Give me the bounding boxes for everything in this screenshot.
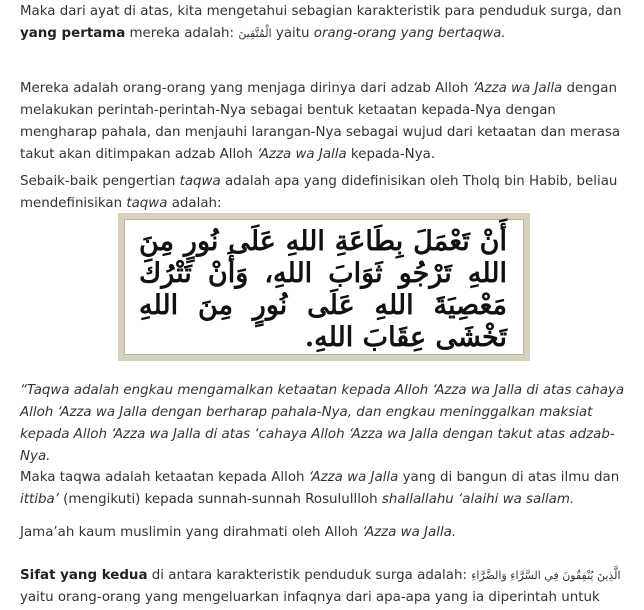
text: (mengikuti) kepada sunnah-sunnah Rosulullloh xyxy=(58,492,382,507)
paragraph-definition-intro xyxy=(20,171,635,215)
text: Jama’ah kaum muslimin yang dirahmati oleh Alloh xyxy=(20,525,363,540)
bold-text: Sifat yang kedua xyxy=(20,568,148,583)
paragraph-taqwa-meaning xyxy=(20,467,635,511)
arabic-quote-frame xyxy=(118,213,530,361)
text: kepada-Nya. xyxy=(346,147,436,162)
italic-text: taqwa xyxy=(179,174,221,189)
text: dengan melakukan perintah-perintah-Nya sebagai bentuk ketaatan kepada-Nya dengan mengharap pahala, dan menjauhi larangan-Nya sebagai wujud dari ketaatan dan merasa takut akan ditimpakan adzab Alloh xyxy=(20,81,621,162)
italic-translation: “Taqwa adalah engkau mengamalkan ketaatan kepada Alloh ‘Azza wa Jalla di atas cahaya Alloh ‘Azza wa Jalla dengan berharap pahala-Nya, dan engkau meninggalkan maksiat kepada Alloh ‘Azza wa Jalla di atas ‘cahaya Alloh ‘Azza wa Jalla dengan takut atas adzab-Nya. xyxy=(20,383,625,464)
italic-text: ‘Azza wa Jalla. xyxy=(362,525,457,540)
bold-text: yang pertama xyxy=(20,26,126,41)
italic-text: ‘Azza wa Jalla xyxy=(257,147,347,162)
arabic-quote-text: أَنْ تَعْمَلَ بِطَاعَةِ اللهِ عَلَى نُورٍ مِنَ اللهِ تَرْجُو ثَوَابَ اللهِ، وَأَنْ تَتْرُكَ مَعْصِيَةَ اللهِ عَلَى نُورٍ مِنَ اللهِ تَخْشَى عِقَابَ اللهِ. xyxy=(124,219,524,355)
paragraph-translation xyxy=(20,380,635,468)
text: Sebaik-baik pengertian xyxy=(20,174,180,189)
text: di antara karakteristik penduduk surga adalah: xyxy=(147,568,472,583)
arabic-term: الْمُتَّقِينَ xyxy=(238,27,272,40)
text: yaitu xyxy=(271,26,314,41)
text: Maka dari ayat di atas, kita mengetahui sebagian karakteristik para penduduk surga, dan xyxy=(20,4,622,19)
text: yaitu orang-orang yang mengeluarkan infaqnya dari apa-apa yang ia diperintah untuk xyxy=(20,590,600,605)
paragraph-first-trait xyxy=(20,1,635,45)
italic-text: ‘Azza wa Jalla xyxy=(308,470,399,485)
text: Mereka adalah orang-orang yang menjaga dirinya dari adzab Alloh xyxy=(20,81,473,96)
italic-text: orang-orang yang bertaqwa. xyxy=(313,26,506,41)
text: Maka taqwa adalah ketaatan kepada Alloh xyxy=(20,470,309,485)
italic-text: ‘Azza wa Jalla xyxy=(472,81,563,96)
text: yang di bangun di atas ilmu dan xyxy=(398,470,620,485)
italic-text: ittiba’ xyxy=(20,492,59,507)
arabic-term: الَّذِينَ يُنْفِقُونَ فِي السَّرَّاءِ وَالضَّرَّاءِ xyxy=(471,569,621,582)
paragraph-explanation xyxy=(20,78,635,166)
text: adalah: xyxy=(167,196,222,211)
text: adalah apa yang didefinisikan oleh Tholq bin Habib, beliau mendefinisikan xyxy=(20,174,618,211)
paragraph-second-trait xyxy=(20,565,635,609)
text: mereka adalah: xyxy=(125,26,239,41)
italic-text: taqwa xyxy=(126,196,168,211)
italic-text: shallallahu ‘alaihi wa sallam. xyxy=(381,492,575,507)
paragraph-address xyxy=(20,522,635,544)
